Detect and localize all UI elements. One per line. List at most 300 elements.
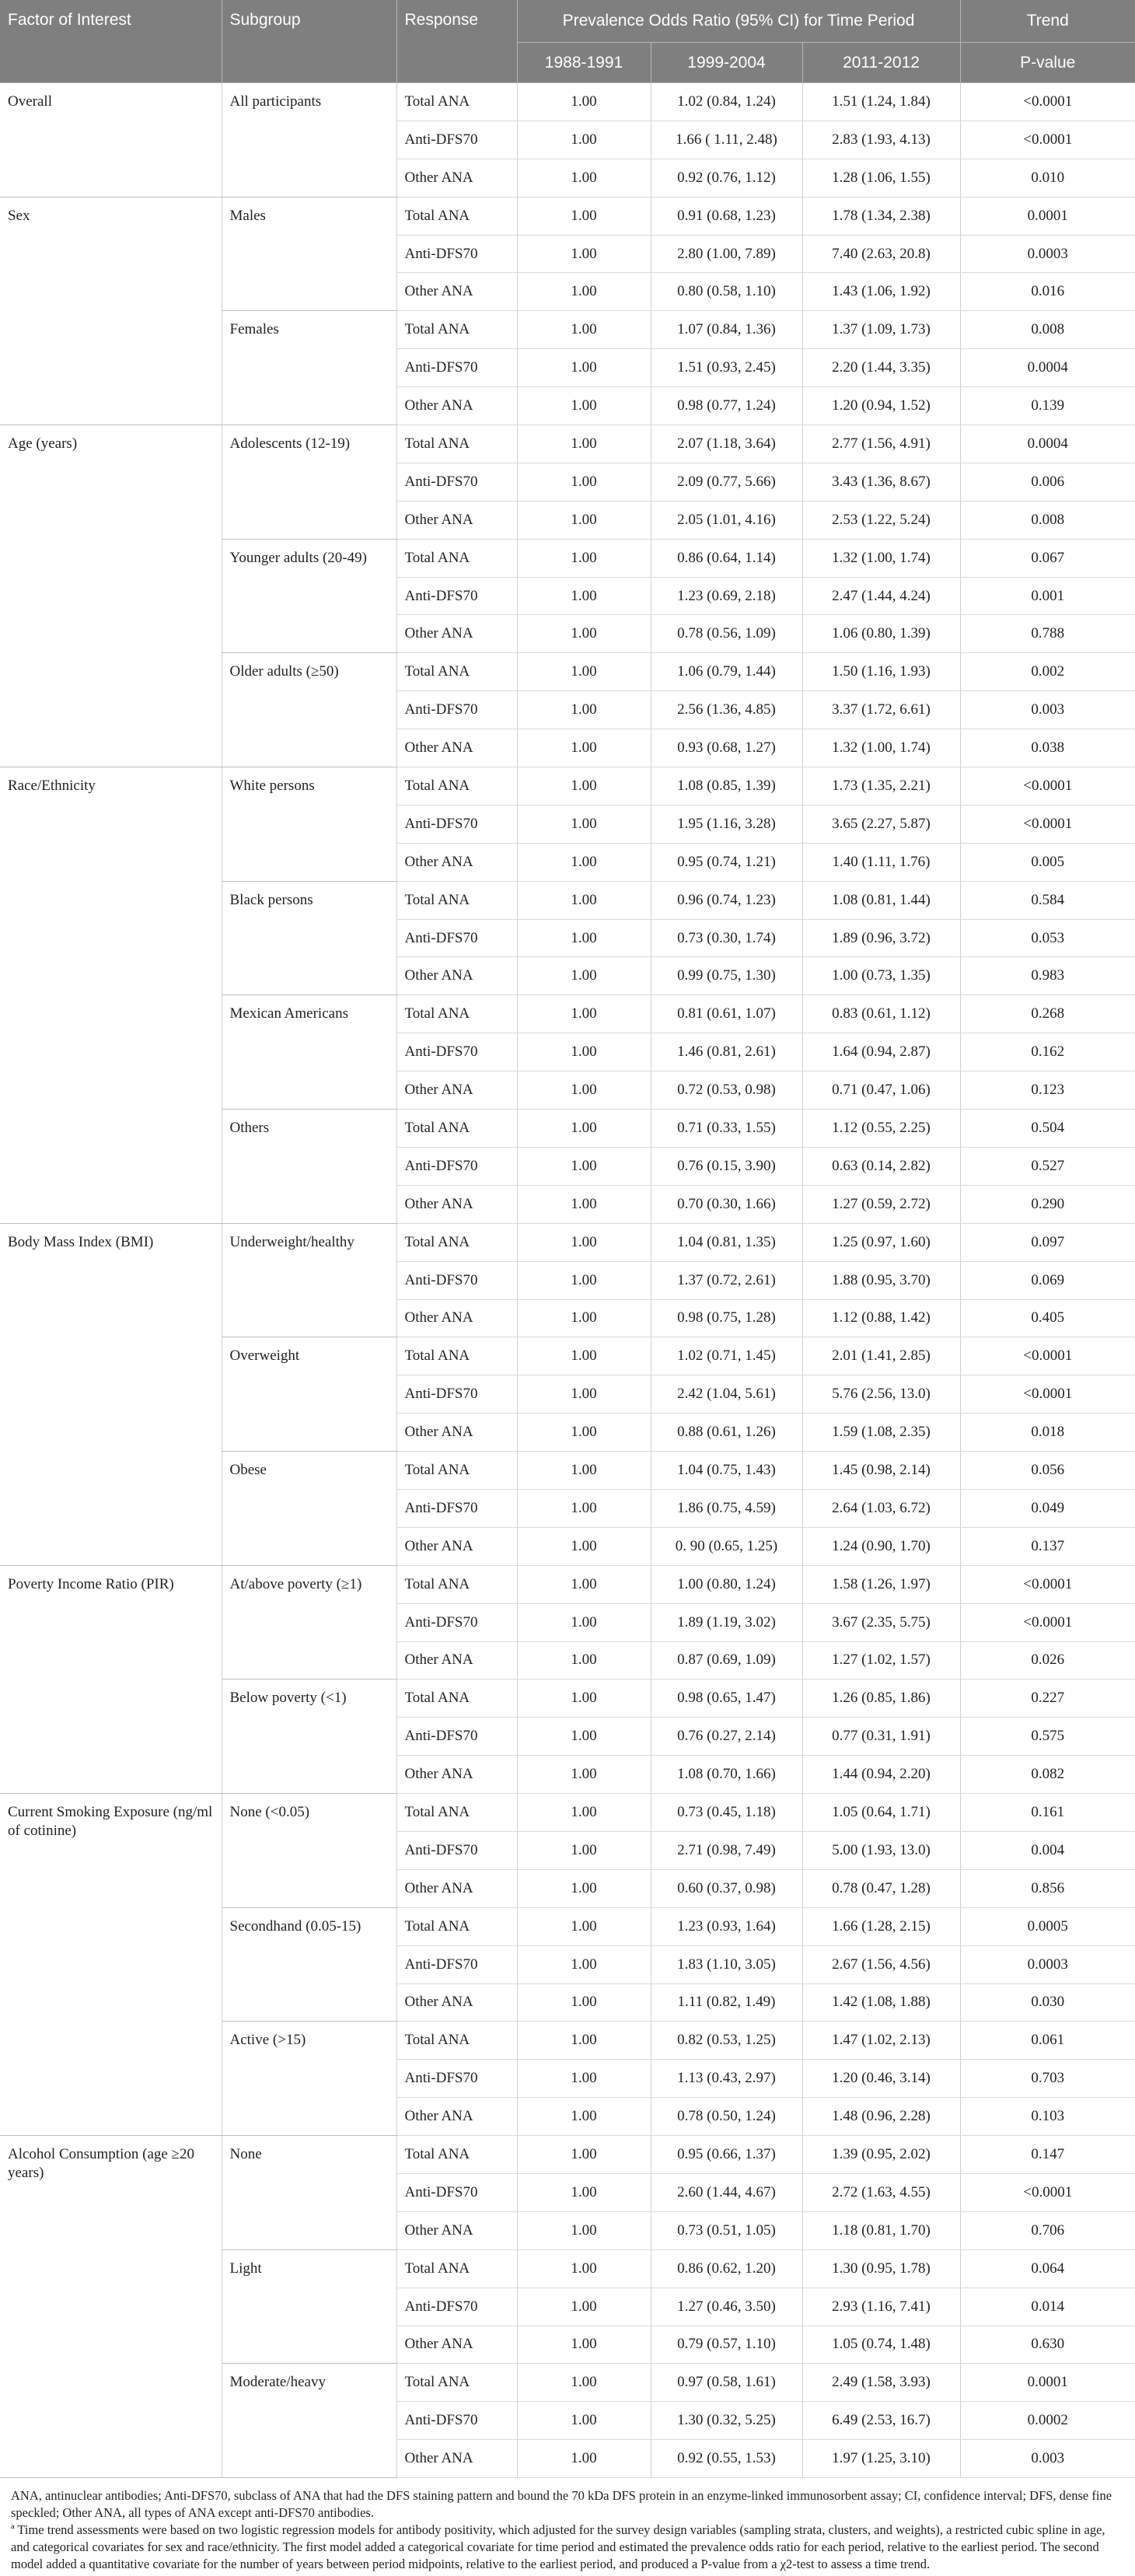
response-cell: Other ANA: [396, 615, 517, 653]
response-cell: Total ANA: [396, 1452, 517, 1490]
factor-cell: Sex: [0, 197, 222, 425]
period-3-cell: 1.78 (1.34, 2.38): [802, 197, 960, 235]
response-cell: Anti-DFS70: [396, 691, 517, 729]
pvalue-cell: 0.290: [960, 1185, 1135, 1223]
period-2-cell: 0.87 (0.69, 1.09): [651, 1641, 802, 1679]
period-1-cell: 1.00: [517, 273, 651, 311]
period-2-cell: 0.80 (0.58, 1.10): [651, 273, 802, 311]
period-3-cell: 1.18 (0.81, 1.70): [802, 2211, 960, 2249]
period-3-cell: 2.72 (1.63, 4.55): [802, 2173, 960, 2211]
header-pvalue: P-value: [960, 43, 1135, 83]
pvalue-cell: 0.097: [960, 1223, 1135, 1261]
period-1-cell: 1.00: [517, 463, 651, 501]
period-1-cell: 1.00: [517, 121, 651, 159]
response-cell: Total ANA: [396, 881, 517, 919]
period-3-cell: 3.65 (2.27, 5.87): [802, 805, 960, 843]
pvalue-cell: 0.003: [960, 2440, 1135, 2478]
subgroup-cell: Light: [222, 2249, 396, 2364]
table-row: [0, 83, 1135, 121]
period-3-cell: 1.58 (1.26, 1.97): [802, 1565, 960, 1603]
footnotes: [0, 2478, 1135, 2573]
pvalue-cell: 0.069: [960, 1261, 1135, 1299]
period-1-cell: 1.00: [517, 1984, 651, 2022]
period-2-cell: 1.66 ( 1.11, 2.48): [651, 121, 802, 159]
pvalue-cell: 0.123: [960, 1071, 1135, 1110]
pvalue-cell: <0.0001: [960, 1603, 1135, 1641]
period-3-cell: 1.37 (1.09, 1.73): [802, 311, 960, 349]
period-1-cell: 1.00: [517, 2211, 651, 2249]
table-row: [0, 1794, 1135, 1832]
period-2-cell: 0.86 (0.62, 1.20): [651, 2249, 802, 2288]
pvalue-cell: 0.014: [960, 2288, 1135, 2326]
period-1-cell: 1.00: [517, 2402, 651, 2440]
pvalue-cell: 0.006: [960, 463, 1135, 501]
period-2-cell: 1.04 (0.75, 1.43): [651, 1452, 802, 1490]
period-3-cell: 1.26 (0.85, 1.86): [802, 1679, 960, 1718]
period-1-cell: 1.00: [517, 2173, 651, 2211]
pvalue-cell: 0.008: [960, 311, 1135, 349]
period-1-cell: 1.00: [517, 1299, 651, 1337]
period-2-cell: 0.99 (0.75, 1.30): [651, 957, 802, 995]
response-cell: Anti-DFS70: [396, 1945, 517, 1984]
response-cell: Total ANA: [396, 425, 517, 463]
response-cell: Anti-DFS70: [396, 2288, 517, 2326]
pvalue-cell: 0.002: [960, 653, 1135, 691]
period-3-cell: 1.97 (1.25, 3.10): [802, 2440, 960, 2478]
response-cell: Anti-DFS70: [396, 121, 517, 159]
pvalue-cell: 0.010: [960, 159, 1135, 197]
period-3-cell: 1.73 (1.35, 2.21): [802, 767, 960, 806]
period-1-cell: 1.00: [517, 1033, 651, 1071]
period-3-cell: 1.47 (1.02, 2.13): [802, 2022, 960, 2060]
footnote-abbreviations: ANA, antinuclear antibodies; Anti-DFS70, subclass of ANA that had the DFS staining pattern and bound the 70 kDa DFS protein in an enzyme-linked immunosorbent assay; CI, confidence interval; DFS, dense fine speckled; Other ANA, all types of ANA except anti-DFS70 antibodies.: [11, 2488, 1112, 2521]
period-3-cell: 0.71 (0.47, 1.06): [802, 1071, 960, 1110]
period-3-cell: 0.78 (0.47, 1.28): [802, 1869, 960, 1907]
response-cell: Other ANA: [396, 729, 517, 767]
pvalue-cell: 0.0004: [960, 349, 1135, 387]
factor-cell: Age (years): [0, 425, 222, 767]
period-3-cell: 1.42 (1.08, 1.88): [802, 1984, 960, 2022]
period-2-cell: 1.46 (0.81, 2.61): [651, 1033, 802, 1071]
response-cell: Total ANA: [396, 2364, 517, 2402]
period-3-cell: 1.30 (0.95, 1.78): [802, 2249, 960, 2288]
period-3-cell: 1.12 (0.55, 2.25): [802, 1110, 960, 1148]
subgroup-cell: Moderate/heavy: [222, 2364, 396, 2478]
period-3-cell: 0.77 (0.31, 1.91): [802, 1718, 960, 1756]
period-1-cell: 1.00: [517, 1147, 651, 1185]
pvalue-cell: 0.004: [960, 1831, 1135, 1869]
period-2-cell: 1.13 (0.43, 2.97): [651, 2060, 802, 2098]
period-3-cell: 1.40 (1.11, 1.76): [802, 843, 960, 881]
period-2-cell: 0.93 (0.68, 1.27): [651, 729, 802, 767]
period-2-cell: 2.80 (1.00, 7.89): [651, 235, 802, 273]
period-2-cell: 2.42 (1.04, 5.61): [651, 1375, 802, 1414]
period-1-cell: 1.00: [517, 2098, 651, 2136]
period-3-cell: 2.20 (1.44, 3.35): [802, 349, 960, 387]
period-3-cell: 1.25 (0.97, 1.60): [802, 1223, 960, 1261]
period-3-cell: 1.66 (1.28, 2.15): [802, 1907, 960, 1945]
period-2-cell: 1.08 (0.85, 1.39): [651, 767, 802, 806]
response-cell: Anti-DFS70: [396, 805, 517, 843]
subgroup-cell: Secondhand (0.05-15): [222, 1907, 396, 2022]
period-2-cell: 1.27 (0.46, 3.50): [651, 2288, 802, 2326]
footnote-trend-method: ª Time trend assessments were based on two logistic regression models for antibody positivity, which adjusted for the survey design variables (sampling strata, clusters, and weights), a restricted cubic spline in age, and categorical covariates for sex and race/ethnicity. The first model added a categorical covariate for time period and estimated the prevalence odds ratio for each period, relative to the earliest period. The second model added a quantitative covariate for the number of years between period midpoints, relative to the earliest period, and produced a P-value from a χ2-test to assess a time trend.: [11, 2522, 1105, 2572]
response-cell: Anti-DFS70: [396, 1033, 517, 1071]
period-3-cell: 1.20 (0.94, 1.52): [802, 387, 960, 425]
period-2-cell: 2.07 (1.18, 3.64): [651, 425, 802, 463]
response-cell: Anti-DFS70: [396, 1718, 517, 1756]
period-2-cell: 0.98 (0.65, 1.47): [651, 1679, 802, 1718]
response-cell: Total ANA: [396, 2249, 517, 2288]
pvalue-cell: 0.147: [960, 2136, 1135, 2174]
pvalue-cell: 0.005: [960, 843, 1135, 881]
period-2-cell: 0.70 (0.30, 1.66): [651, 1185, 802, 1223]
pvalue-cell: 0.030: [960, 1984, 1135, 2022]
pvalue-cell: 0.0001: [960, 2364, 1135, 2402]
pvalue-cell: 0.703: [960, 2060, 1135, 2098]
response-cell: Anti-DFS70: [396, 349, 517, 387]
pvalue-cell: 0.268: [960, 995, 1135, 1033]
period-2-cell: 0.97 (0.58, 1.61): [651, 2364, 802, 2402]
period-1-cell: 1.00: [517, 2249, 651, 2288]
factor-cell: Poverty Income Ratio (PIR): [0, 1565, 222, 1793]
response-cell: Other ANA: [396, 1527, 517, 1565]
period-1-cell: 1.00: [517, 2060, 651, 2098]
response-cell: Other ANA: [396, 1756, 517, 1794]
period-3-cell: 2.64 (1.03, 6.72): [802, 1489, 960, 1527]
period-2-cell: 0.73 (0.45, 1.18): [651, 1794, 802, 1832]
period-2-cell: 0.95 (0.66, 1.37): [651, 2136, 802, 2174]
period-3-cell: 1.08 (0.81, 1.44): [802, 881, 960, 919]
response-cell: Anti-DFS70: [396, 2173, 517, 2211]
period-2-cell: 1.04 (0.81, 1.35): [651, 1223, 802, 1261]
response-cell: Other ANA: [396, 2098, 517, 2136]
period-2-cell: 0.60 (0.37, 0.98): [651, 1869, 802, 1907]
factor-cell: Current Smoking Exposure (ng/ml of cotinine): [0, 1794, 222, 2136]
period-2-cell: 0.78 (0.56, 1.09): [651, 615, 802, 653]
table-header: [0, 0, 1135, 83]
period-3-cell: 1.05 (0.74, 1.48): [802, 2326, 960, 2364]
period-2-cell: 0.71 (0.33, 1.55): [651, 1110, 802, 1148]
period-1-cell: 1.00: [517, 2022, 651, 2060]
period-3-cell: 1.12 (0.88, 1.42): [802, 1299, 960, 1337]
response-cell: Other ANA: [396, 1641, 517, 1679]
period-3-cell: 3.67 (2.35, 5.75): [802, 1603, 960, 1641]
response-cell: Other ANA: [396, 501, 517, 539]
header-period-3: 2011-2012: [802, 43, 960, 83]
period-3-cell: 1.50 (1.16, 1.93): [802, 653, 960, 691]
pvalue-cell: 0.008: [960, 501, 1135, 539]
pvalue-cell: 0.053: [960, 919, 1135, 957]
period-3-cell: 2.01 (1.41, 2.85): [802, 1337, 960, 1375]
period-3-cell: 1.27 (0.59, 2.72): [802, 1185, 960, 1223]
subgroup-cell: None (<0.05): [222, 1794, 396, 1908]
response-cell: Total ANA: [396, 2136, 517, 2174]
period-2-cell: 1.83 (1.10, 3.05): [651, 1945, 802, 1984]
period-2-cell: 0.72 (0.53, 0.98): [651, 1071, 802, 1110]
pvalue-cell: 0.630: [960, 2326, 1135, 2364]
pvalue-cell: 0.0004: [960, 425, 1135, 463]
period-2-cell: 0.76 (0.15, 3.90): [651, 1147, 802, 1185]
period-2-cell: 0.92 (0.76, 1.12): [651, 159, 802, 197]
period-2-cell: 1.89 (1.19, 3.02): [651, 1603, 802, 1641]
period-3-cell: 1.27 (1.02, 1.57): [802, 1641, 960, 1679]
pvalue-cell: 0.575: [960, 1718, 1135, 1756]
pvalue-cell: 0.056: [960, 1452, 1135, 1490]
response-cell: Anti-DFS70: [396, 2402, 517, 2440]
response-cell: Total ANA: [396, 311, 517, 349]
pvalue-cell: 0.0005: [960, 1907, 1135, 1945]
table-row: [0, 767, 1135, 806]
period-2-cell: 0.73 (0.30, 1.74): [651, 919, 802, 957]
subgroup-cell: Females: [222, 311, 396, 425]
period-3-cell: 2.53 (1.22, 5.24): [802, 501, 960, 539]
subgroup-cell: Males: [222, 197, 396, 311]
response-cell: Total ANA: [396, 83, 517, 121]
period-3-cell: 1.44 (0.94, 2.20): [802, 1756, 960, 1794]
period-2-cell: 0.95 (0.74, 1.21): [651, 843, 802, 881]
pvalue-cell: <0.0001: [960, 1565, 1135, 1603]
factor-cell: Overall: [0, 83, 222, 197]
period-3-cell: 1.06 (0.80, 1.39): [802, 615, 960, 653]
period-1-cell: 1.00: [517, 1869, 651, 1907]
header-response: Response: [396, 0, 517, 83]
factor-cell: Race/Ethnicity: [0, 767, 222, 1224]
period-3-cell: 1.45 (0.98, 2.14): [802, 1452, 960, 1490]
pvalue-cell: 0.016: [960, 273, 1135, 311]
pvalue-cell: 0.161: [960, 1794, 1135, 1832]
period-1-cell: 1.00: [517, 919, 651, 957]
response-cell: Other ANA: [396, 387, 517, 425]
period-1-cell: 1.00: [517, 767, 651, 806]
response-cell: Other ANA: [396, 2211, 517, 2249]
subgroup-cell: Mexican Americans: [222, 995, 396, 1110]
table-row: [0, 2136, 1135, 2174]
period-1-cell: 1.00: [517, 197, 651, 235]
period-1-cell: 1.00: [517, 2288, 651, 2326]
response-cell: Anti-DFS70: [396, 1375, 517, 1414]
period-2-cell: 1.02 (0.84, 1.24): [651, 83, 802, 121]
period-1-cell: 1.00: [517, 1452, 651, 1490]
response-cell: Other ANA: [396, 2326, 517, 2364]
period-2-cell: 2.60 (1.44, 4.67): [651, 2173, 802, 2211]
response-cell: Other ANA: [396, 1071, 517, 1110]
response-cell: Other ANA: [396, 957, 517, 995]
pvalue-cell: <0.0001: [960, 767, 1135, 806]
period-2-cell: 0.76 (0.27, 2.14): [651, 1718, 802, 1756]
period-2-cell: 0.96 (0.74, 1.23): [651, 881, 802, 919]
header-factor: Factor of Interest: [0, 0, 222, 83]
period-3-cell: 6.49 (2.53, 16.7): [802, 2402, 960, 2440]
period-2-cell: 0.92 (0.55, 1.53): [651, 2440, 802, 2478]
response-cell: Anti-DFS70: [396, 577, 517, 615]
period-1-cell: 1.00: [517, 577, 651, 615]
response-cell: Other ANA: [396, 1869, 517, 1907]
period-1-cell: 1.00: [517, 1414, 651, 1452]
period-3-cell: 1.05 (0.64, 1.71): [802, 1794, 960, 1832]
period-2-cell: 1.95 (1.16, 3.28): [651, 805, 802, 843]
response-cell: Total ANA: [396, 1794, 517, 1832]
period-2-cell: 1.00 (0.80, 1.24): [651, 1565, 802, 1603]
response-cell: Total ANA: [396, 2022, 517, 2060]
subgroup-cell: At/above poverty (≥1): [222, 1565, 396, 1679]
period-2-cell: 0.88 (0.61, 1.26): [651, 1414, 802, 1452]
response-cell: Other ANA: [396, 1185, 517, 1223]
period-3-cell: 1.51 (1.24, 1.84): [802, 83, 960, 121]
period-1-cell: 1.00: [517, 539, 651, 577]
pvalue-cell: 0.527: [960, 1147, 1135, 1185]
period-3-cell: 1.32 (1.00, 1.74): [802, 729, 960, 767]
pvalue-cell: <0.0001: [960, 83, 1135, 121]
pvalue-cell: 0.064: [960, 2249, 1135, 2288]
period-3-cell: 1.00 (0.73, 1.35): [802, 957, 960, 995]
response-cell: Total ANA: [396, 767, 517, 806]
period-1-cell: 1.00: [517, 349, 651, 387]
pvalue-cell: <0.0001: [960, 1337, 1135, 1375]
period-1-cell: 1.00: [517, 235, 651, 273]
period-2-cell: 0. 90 (0.65, 1.25): [651, 1527, 802, 1565]
response-cell: Total ANA: [396, 1337, 517, 1375]
period-3-cell: 0.63 (0.14, 2.82): [802, 1147, 960, 1185]
subgroup-cell: Older adults (≥50): [222, 653, 396, 767]
response-cell: Anti-DFS70: [396, 235, 517, 273]
pvalue-cell: 0.504: [960, 1110, 1135, 1148]
period-2-cell: 1.30 (0.32, 5.25): [651, 2402, 802, 2440]
pvalue-cell: 0.788: [960, 615, 1135, 653]
period-3-cell: 2.83 (1.93, 4.13): [802, 121, 960, 159]
period-2-cell: 1.37 (0.72, 2.61): [651, 1261, 802, 1299]
period-2-cell: 2.71 (0.98, 7.49): [651, 1831, 802, 1869]
period-3-cell: 2.47 (1.44, 4.24): [802, 577, 960, 615]
period-1-cell: 1.00: [517, 1603, 651, 1641]
period-1-cell: 1.00: [517, 653, 651, 691]
response-cell: Anti-DFS70: [396, 2060, 517, 2098]
period-3-cell: 2.67 (1.56, 4.56): [802, 1945, 960, 1984]
response-cell: Other ANA: [396, 843, 517, 881]
pvalue-cell: 0.049: [960, 1489, 1135, 1527]
period-1-cell: 1.00: [517, 425, 651, 463]
response-cell: Anti-DFS70: [396, 1489, 517, 1527]
period-1-cell: 1.00: [517, 159, 651, 197]
period-1-cell: 1.00: [517, 1794, 651, 1832]
header-period-2: 1999-2004: [651, 43, 802, 83]
period-1-cell: 1.00: [517, 1071, 651, 1110]
period-1-cell: 1.00: [517, 83, 651, 121]
period-2-cell: 0.73 (0.51, 1.05): [651, 2211, 802, 2249]
response-cell: Total ANA: [396, 1565, 517, 1603]
period-1-cell: 1.00: [517, 1831, 651, 1869]
pvalue-cell: 0.162: [960, 1033, 1135, 1071]
subgroup-cell: Underweight/healthy: [222, 1223, 396, 1337]
response-cell: Other ANA: [396, 159, 517, 197]
subgroup-cell: Adolescents (12-19): [222, 425, 396, 540]
pvalue-cell: 0.061: [960, 2022, 1135, 2060]
period-3-cell: 1.88 (0.95, 3.70): [802, 1261, 960, 1299]
response-cell: Total ANA: [396, 653, 517, 691]
period-1-cell: 1.00: [517, 1945, 651, 1984]
period-2-cell: 0.98 (0.75, 1.28): [651, 1299, 802, 1337]
period-1-cell: 1.00: [517, 2364, 651, 2402]
table-row: [0, 1223, 1135, 1261]
pvalue-cell: 0.584: [960, 881, 1135, 919]
period-2-cell: 1.08 (0.70, 1.66): [651, 1756, 802, 1794]
period-1-cell: 1.00: [517, 805, 651, 843]
period-2-cell: 2.09 (0.77, 5.66): [651, 463, 802, 501]
response-cell: Anti-DFS70: [396, 1147, 517, 1185]
period-1-cell: 1.00: [517, 1718, 651, 1756]
period-2-cell: 0.91 (0.68, 1.23): [651, 197, 802, 235]
response-cell: Total ANA: [396, 197, 517, 235]
pvalue-cell: 0.0002: [960, 2402, 1135, 2440]
period-3-cell: 1.59 (1.08, 2.35): [802, 1414, 960, 1452]
table-body: [0, 83, 1135, 2478]
response-cell: Anti-DFS70: [396, 1261, 517, 1299]
subgroup-cell: Black persons: [222, 881, 396, 995]
subgroup-cell: Active (>15): [222, 2022, 396, 2136]
response-cell: Total ANA: [396, 539, 517, 577]
period-1-cell: 1.00: [517, 1110, 651, 1148]
pvalue-cell: 0.983: [960, 957, 1135, 995]
period-2-cell: 0.98 (0.77, 1.24): [651, 387, 802, 425]
period-1-cell: 1.00: [517, 1907, 651, 1945]
period-2-cell: 0.81 (0.61, 1.07): [651, 995, 802, 1033]
period-1-cell: 1.00: [517, 843, 651, 881]
response-cell: Anti-DFS70: [396, 919, 517, 957]
response-cell: Other ANA: [396, 1414, 517, 1452]
period-3-cell: 1.24 (0.90, 1.70): [802, 1527, 960, 1565]
period-2-cell: 1.51 (0.93, 2.45): [651, 349, 802, 387]
subgroup-cell: Obese: [222, 1452, 396, 1566]
period-3-cell: 1.32 (1.00, 1.74): [802, 539, 960, 577]
period-1-cell: 1.00: [517, 881, 651, 919]
pvalue-cell: 0.103: [960, 2098, 1135, 2136]
table-row: [0, 425, 1135, 463]
subgroup-cell: Overweight: [222, 1337, 396, 1452]
period-1-cell: 1.00: [517, 2440, 651, 2478]
response-cell: Anti-DFS70: [396, 463, 517, 501]
subgroup-cell: None: [222, 2136, 396, 2250]
period-3-cell: 1.28 (1.06, 1.55): [802, 159, 960, 197]
subgroup-cell: White persons: [222, 767, 396, 882]
period-1-cell: 1.00: [517, 1489, 651, 1527]
pvalue-cell: 0.038: [960, 729, 1135, 767]
subgroup-cell: Below poverty (<1): [222, 1679, 396, 1794]
response-cell: Total ANA: [396, 995, 517, 1033]
period-3-cell: 1.39 (0.95, 2.02): [802, 2136, 960, 2174]
period-1-cell: 1.00: [517, 2326, 651, 2364]
period-2-cell: 0.79 (0.57, 1.10): [651, 2326, 802, 2364]
header-subgroup: Subgroup: [222, 0, 396, 83]
period-3-cell: 7.40 (2.63, 20.8): [802, 235, 960, 273]
period-2-cell: 0.82 (0.53, 1.25): [651, 2022, 802, 2060]
period-1-cell: 1.00: [517, 1641, 651, 1679]
period-2-cell: 1.86 (0.75, 4.59): [651, 1489, 802, 1527]
period-2-cell: 0.78 (0.50, 1.24): [651, 2098, 802, 2136]
header-trend: Trend: [960, 0, 1135, 43]
pvalue-cell: 0.0001: [960, 197, 1135, 235]
response-cell: Total ANA: [396, 1679, 517, 1718]
factor-cell: Body Mass Index (BMI): [0, 1223, 222, 1565]
period-3-cell: 3.37 (1.72, 6.61): [802, 691, 960, 729]
pvalue-cell: 0.018: [960, 1414, 1135, 1452]
period-2-cell: 1.02 (0.71, 1.45): [651, 1337, 802, 1375]
period-1-cell: 1.00: [517, 615, 651, 653]
response-cell: Anti-DFS70: [396, 1603, 517, 1641]
period-2-cell: 1.23 (0.93, 1.64): [651, 1907, 802, 1945]
response-cell: Total ANA: [396, 1907, 517, 1945]
period-1-cell: 1.00: [517, 691, 651, 729]
factor-cell: Alcohol Consumption (age ≥20 years): [0, 2136, 222, 2478]
